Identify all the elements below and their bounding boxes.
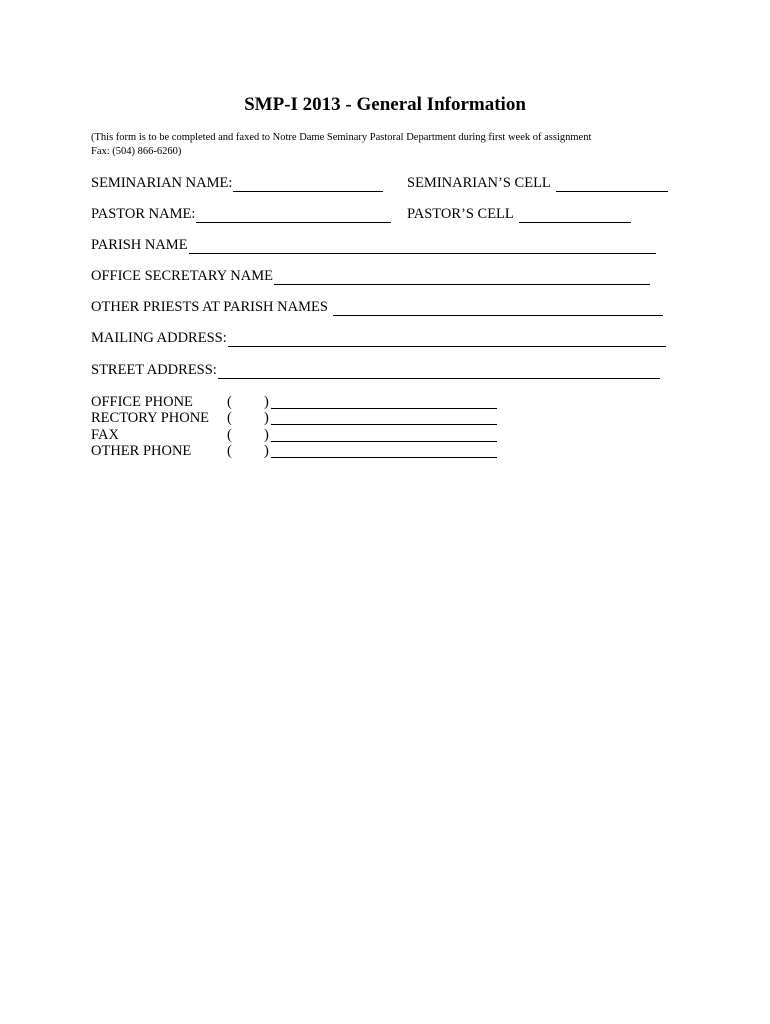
other-priests-row bbox=[91, 299, 663, 316]
other-priests-field[interactable] bbox=[333, 301, 663, 316]
street-address-field[interactable] bbox=[218, 364, 660, 379]
street-address-row bbox=[91, 362, 660, 379]
mailing-address-row bbox=[91, 330, 666, 347]
seminarian-cell-row bbox=[407, 175, 668, 192]
area-code-open: ( bbox=[227, 443, 232, 459]
seminarian-cell-label: SEMINARIAN’S CELL bbox=[407, 175, 551, 191]
mailing-address-label: MAILING ADDRESS: bbox=[91, 330, 227, 346]
phone-label: OTHER PHONE bbox=[91, 443, 192, 459]
mailing-address-field[interactable] bbox=[228, 332, 666, 347]
area-code-open: ( bbox=[227, 394, 232, 410]
phone-label: FAX bbox=[91, 427, 119, 443]
seminarian-name-label: SEMINARIAN NAME: bbox=[91, 175, 233, 191]
pastor-cell-row bbox=[407, 206, 631, 223]
area-code-open: ( bbox=[227, 410, 232, 426]
office-secretary-row bbox=[91, 268, 650, 285]
parish-name-label: PARISH NAME bbox=[91, 237, 188, 253]
phone-number-field[interactable] bbox=[271, 457, 497, 458]
office-secretary-field[interactable] bbox=[274, 270, 650, 285]
area-code-close: ) bbox=[264, 410, 269, 426]
pastor-name-field[interactable] bbox=[196, 208, 391, 223]
parish-name-field[interactable] bbox=[189, 239, 656, 254]
area-code-close: ) bbox=[264, 427, 269, 443]
instructions-line-2: Fax: (504) 866-6260) bbox=[91, 146, 182, 157]
seminarian-name-row bbox=[91, 175, 383, 192]
parish-name-row bbox=[91, 237, 656, 254]
pastor-cell-label: PASTOR’S CELL bbox=[407, 206, 514, 222]
area-code-close: ) bbox=[264, 443, 269, 459]
seminarian-cell-field[interactable] bbox=[556, 177, 668, 192]
seminarian-name-field[interactable] bbox=[233, 177, 383, 192]
phone-number-field[interactable] bbox=[271, 408, 497, 409]
other-priests-label: OTHER PRIESTS AT PARISH NAMES bbox=[91, 299, 328, 315]
phone-number-field[interactable] bbox=[271, 441, 497, 442]
pastor-cell-field[interactable] bbox=[519, 208, 631, 223]
phone-label: RECTORY PHONE bbox=[91, 410, 210, 426]
area-code-close: ) bbox=[264, 394, 269, 410]
instructions-line-1: (This form is to be completed and faxed to Notre Dame Seminary Pastoral Department during first week of assignment bbox=[91, 132, 592, 143]
pastor-name-label: PASTOR NAME: bbox=[91, 206, 196, 222]
office-secretary-label: OFFICE SECRETARY NAME bbox=[91, 268, 273, 284]
phone-label: OFFICE PHONE bbox=[91, 394, 193, 410]
area-code-open: ( bbox=[227, 427, 232, 443]
phone-number-field[interactable] bbox=[271, 424, 497, 425]
form-title: SMP-I 2013 - General Information bbox=[244, 94, 526, 115]
street-address-label: STREET ADDRESS: bbox=[91, 362, 217, 378]
pastor-name-row bbox=[91, 206, 391, 223]
